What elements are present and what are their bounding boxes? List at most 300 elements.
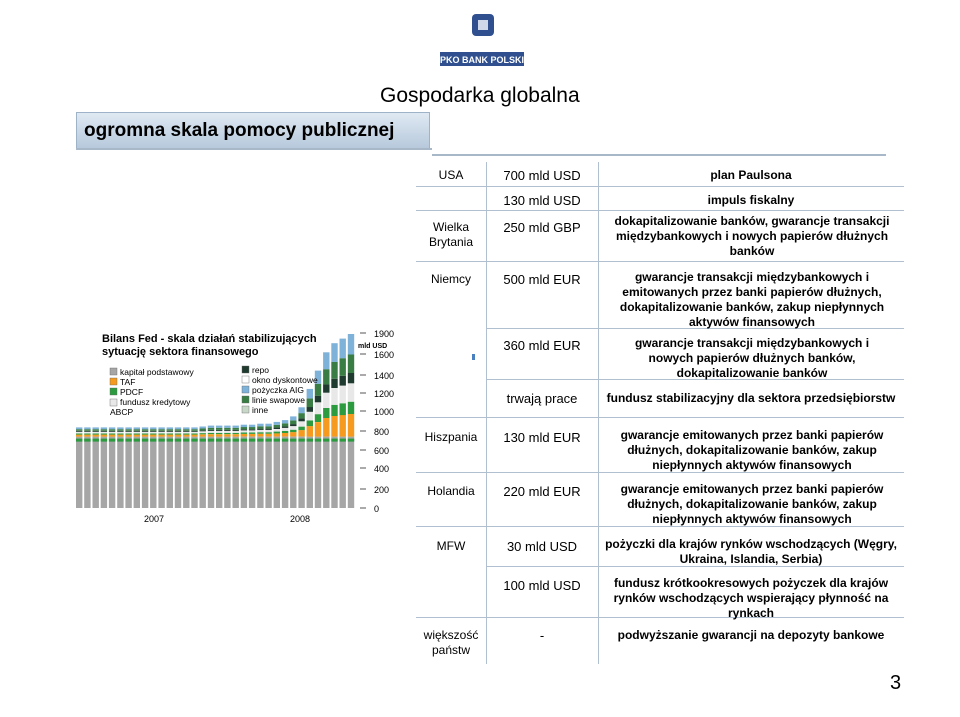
chart-bar-segment bbox=[208, 430, 214, 431]
chart-bar-segment bbox=[265, 426, 271, 428]
chart-bar-segment bbox=[208, 428, 214, 430]
chart-bar-segment bbox=[216, 426, 222, 428]
chart-bar-segment bbox=[282, 423, 288, 426]
chart-bar-segment bbox=[340, 358, 346, 376]
chart-bar-segment bbox=[323, 352, 329, 369]
description-cell: podwyższanie gwarancji na depozyty bankowe bbox=[617, 628, 885, 642]
legend-label: inne bbox=[252, 405, 269, 415]
chart-bar-segment bbox=[76, 427, 82, 429]
chart-bar-segment bbox=[348, 437, 354, 508]
chart-bar-stripe bbox=[142, 439, 148, 442]
chart-bar-segment bbox=[307, 412, 313, 421]
chart-bar-segment bbox=[282, 431, 288, 433]
chart-bar-segment bbox=[315, 384, 321, 396]
chart-bar-segment bbox=[323, 393, 329, 408]
legend-label: TAF bbox=[120, 377, 136, 387]
chart-bar-stripe bbox=[282, 439, 288, 442]
chart-bar-segment bbox=[167, 431, 173, 432]
chart-bar-segment bbox=[117, 434, 123, 435]
chart-bar-segment bbox=[76, 435, 82, 437]
chart-bar-segment bbox=[216, 437, 222, 508]
chart-bar-segment bbox=[191, 429, 197, 431]
chart-bar-segment bbox=[282, 420, 288, 423]
y-tick-label: 1400 bbox=[374, 371, 395, 381]
description-cell: pożyczki dla krajów rynków wschodzących (Węgry, Ukraina, Islandia, Serbia) bbox=[605, 537, 897, 566]
amount-cell: 100 mld USD bbox=[503, 578, 581, 593]
chart-bar-segment bbox=[216, 430, 222, 431]
chart-bar-segment bbox=[274, 428, 280, 430]
chart-bar-segment bbox=[150, 429, 156, 431]
legend-swatch bbox=[110, 399, 117, 406]
chart-bar-segment bbox=[200, 427, 206, 429]
logo-text: PKO BANK POLSKI bbox=[439, 55, 525, 65]
y-tick-label: 200 bbox=[374, 485, 390, 495]
chart-bar-stripe bbox=[298, 439, 304, 442]
chart-bar-segment bbox=[274, 437, 280, 508]
chart-bar-segment bbox=[142, 435, 148, 437]
legend-label: kapitał podstawowy bbox=[120, 367, 194, 377]
chart-bar-segment bbox=[200, 437, 206, 508]
chart-bar-segment bbox=[142, 431, 148, 432]
chart-bar-stripe bbox=[241, 439, 247, 442]
amount-cell: 700 mld USD bbox=[503, 168, 581, 183]
chart-bar-stripe bbox=[101, 439, 107, 442]
chart-bar-stripe bbox=[134, 439, 140, 442]
amount-cell: 220 mld EUR bbox=[503, 484, 581, 499]
chart-bar-segment bbox=[175, 429, 181, 431]
chart-bar-segment bbox=[323, 384, 329, 392]
chart-bar-segment bbox=[200, 429, 206, 431]
chart-bar-segment bbox=[274, 432, 280, 434]
chart-bar-segment bbox=[257, 424, 263, 427]
chart-bar-segment bbox=[241, 427, 247, 429]
chart-bar-segment bbox=[340, 415, 346, 437]
chart-bar-segment bbox=[323, 369, 329, 384]
chart-bar-segment bbox=[125, 432, 131, 434]
chart-bar-segment bbox=[233, 428, 239, 430]
chart-bar-segment bbox=[298, 427, 304, 431]
chart-bar-segment bbox=[93, 427, 99, 429]
chart-bar-segment bbox=[282, 426, 288, 428]
chart-bar-segment bbox=[249, 430, 255, 432]
chart-bar-segment bbox=[340, 339, 346, 359]
chart-bar-segment bbox=[315, 422, 321, 437]
chart-bar-segment bbox=[134, 429, 140, 431]
chart-bar-stripe bbox=[191, 439, 197, 442]
chart-bar-segment bbox=[348, 373, 354, 383]
amount-cell: - bbox=[539, 628, 545, 643]
chart-bar-segment bbox=[257, 432, 263, 434]
chart-bar-segment bbox=[158, 432, 164, 434]
chart-bar-segment bbox=[167, 429, 173, 431]
country-cell: Holandia bbox=[427, 484, 475, 498]
chart-bar-segment bbox=[224, 431, 230, 433]
chart-bar-stripe bbox=[315, 439, 321, 442]
chart-bar-stripe bbox=[290, 439, 296, 442]
chart-bar-segment bbox=[167, 435, 173, 437]
chart-bar-segment bbox=[298, 413, 304, 418]
chart-bar-segment bbox=[307, 399, 313, 408]
chart-bar-stripe bbox=[348, 439, 354, 442]
chart-bar-segment bbox=[265, 429, 271, 430]
chart-bar-segment bbox=[93, 435, 99, 437]
description-cell: fundusz stabilizacyjny dla sektora przedsiębiorstw bbox=[606, 391, 896, 405]
chart-bar-segment bbox=[76, 429, 82, 431]
chart-bar-segment bbox=[150, 434, 156, 435]
chart-bar-segment bbox=[76, 432, 82, 434]
chart-bar-segment bbox=[125, 434, 131, 435]
chart-bar-segment bbox=[84, 437, 90, 508]
chart-bar-segment bbox=[315, 402, 321, 414]
chart-bar-segment bbox=[331, 379, 337, 388]
chart-bar-segment bbox=[191, 432, 197, 434]
chart-bar-segment bbox=[158, 437, 164, 508]
y-tick-label: 600 bbox=[374, 446, 390, 456]
chart-bar-segment bbox=[150, 437, 156, 508]
chart-bar-segment bbox=[76, 437, 82, 508]
chart-bar-segment bbox=[84, 431, 90, 432]
country-cell: Wielka Brytania bbox=[428, 220, 474, 249]
chart-bar-segment bbox=[109, 434, 115, 435]
chart-bar-segment bbox=[183, 427, 189, 429]
amount-cell: 30 mld USD bbox=[506, 539, 578, 554]
chart-bar-segment bbox=[84, 432, 90, 434]
chart-bar-stripe bbox=[216, 439, 222, 442]
chart-bar-segment bbox=[84, 429, 90, 431]
chart-bar-segment bbox=[298, 421, 304, 426]
chart-bar-segment bbox=[315, 437, 321, 508]
y-tick-label: 0 bbox=[374, 504, 380, 514]
chart-bar-segment bbox=[298, 437, 304, 508]
aid-table bbox=[416, 162, 904, 664]
chart-bar-segment bbox=[183, 435, 189, 437]
chart-bar-segment bbox=[101, 437, 107, 508]
chart-bar-segment bbox=[290, 416, 296, 420]
chart-bar-segment bbox=[249, 437, 255, 508]
chart-bar-stripe bbox=[224, 439, 230, 442]
amount-cell: 250 mld GBP bbox=[503, 220, 581, 235]
chart-bar-segment bbox=[216, 428, 222, 430]
chart-bar-segment bbox=[117, 432, 123, 434]
chart-bar-segment bbox=[307, 389, 313, 399]
y-tick-label: 400 bbox=[374, 464, 390, 474]
chart-bar-segment bbox=[183, 434, 189, 435]
chart-bar-segment bbox=[290, 432, 296, 436]
chart-bar-segment bbox=[290, 426, 296, 430]
chart-bar-segment bbox=[274, 433, 280, 436]
description-cell: dokapitalizowanie banków, gwarancje transakcji międzybankowych i nowych papierów dłużnych banków bbox=[614, 214, 890, 258]
chart-bar-stripe bbox=[175, 439, 181, 442]
chart-bar-segment bbox=[274, 429, 280, 432]
chart-bar-segment bbox=[265, 424, 271, 427]
chart-bar-segment bbox=[257, 437, 263, 508]
amount-cell: 500 mld EUR bbox=[503, 272, 581, 287]
chart-bar-segment bbox=[109, 431, 115, 432]
chart-bar-segment bbox=[216, 433, 222, 434]
page-subtitle: ogromna skala pomocy publicznej bbox=[84, 120, 395, 141]
chart-bar-segment bbox=[208, 431, 214, 433]
chart-bar-segment bbox=[142, 437, 148, 508]
chart-svg bbox=[60, 328, 406, 530]
country-cell: USA bbox=[438, 168, 464, 182]
chart-bar-segment bbox=[340, 376, 346, 386]
country-cell: Hiszpania bbox=[424, 430, 478, 444]
chart-bar-segment bbox=[340, 437, 346, 508]
chart-bar-segment bbox=[274, 425, 280, 428]
table-hsep bbox=[416, 186, 904, 187]
legend-swatch bbox=[110, 388, 117, 395]
chart-bar-stripe bbox=[265, 439, 271, 442]
chart-bar-segment bbox=[200, 434, 206, 436]
chart-bar-segment bbox=[158, 427, 164, 429]
chart-bar-segment bbox=[348, 383, 354, 402]
chart-bar-segment bbox=[158, 434, 164, 435]
legend-swatch bbox=[110, 378, 117, 385]
legend-label: pożyczka AIG bbox=[252, 385, 304, 395]
chart-bar-segment bbox=[290, 430, 296, 432]
chart-bar-segment bbox=[175, 435, 181, 437]
legend-label: okno dyskontowe bbox=[252, 375, 318, 385]
description-cell: fundusz krótkookresowych pożyczek dla krajów rynków wschodzących wspierający płynność na rynkach bbox=[613, 576, 889, 620]
chart-bar-segment bbox=[257, 430, 263, 432]
chart-bar-segment bbox=[233, 431, 239, 433]
chart-bar-segment bbox=[307, 420, 313, 426]
chart-bar-stripe bbox=[93, 439, 99, 442]
chart-bar-segment bbox=[125, 431, 131, 432]
chart-bar-segment bbox=[340, 403, 346, 415]
chart-bar-segment bbox=[241, 430, 247, 432]
chart-bar-segment bbox=[101, 429, 107, 431]
chart-bar-segment bbox=[265, 437, 271, 508]
chart-bar-segment bbox=[200, 431, 206, 433]
chart-bar-segment bbox=[134, 434, 140, 435]
chart-bar-segment bbox=[183, 432, 189, 434]
chart-bar-segment bbox=[142, 434, 148, 435]
chart-bar-segment bbox=[142, 429, 148, 431]
y-axis-label: mld USD bbox=[358, 343, 388, 350]
chart-bar-segment bbox=[117, 427, 123, 429]
chart-bar-segment bbox=[109, 435, 115, 437]
chart-bar-segment bbox=[109, 429, 115, 431]
chart-bar-segment bbox=[150, 431, 156, 432]
chart-bar-segment bbox=[175, 432, 181, 434]
chart-bar-segment bbox=[158, 431, 164, 432]
chart-bar-segment bbox=[191, 437, 197, 508]
chart-bar-segment bbox=[142, 432, 148, 434]
chart-bar-segment bbox=[348, 334, 354, 355]
chart-bar-segment bbox=[101, 435, 107, 437]
chart-bar-segment bbox=[298, 430, 304, 436]
x-year-label: 2008 bbox=[289, 514, 311, 524]
legend-swatch bbox=[242, 376, 249, 383]
chart-bar-segment bbox=[167, 432, 173, 434]
chart-bar-segment bbox=[249, 427, 255, 429]
legend-label: fundusz kredytowy ABCP bbox=[110, 397, 191, 417]
legend-swatch bbox=[242, 396, 249, 403]
chart-bar-segment bbox=[348, 355, 354, 374]
legend-swatch bbox=[242, 406, 249, 413]
table-hsep bbox=[416, 261, 904, 262]
chart-bar-stripe bbox=[233, 439, 239, 442]
chart-bar-segment bbox=[117, 431, 123, 432]
y-tick-label: 1600 bbox=[374, 350, 395, 360]
chart-bar-segment bbox=[208, 434, 214, 436]
legend-swatch bbox=[242, 366, 249, 373]
chart-bar-segment bbox=[298, 407, 304, 413]
amount-cell: 130 mld EUR bbox=[503, 430, 581, 445]
chart-bar-stripe bbox=[167, 439, 173, 442]
chart-bar-segment bbox=[101, 432, 107, 434]
chart-bar-segment bbox=[134, 435, 140, 437]
chart-bar-segment bbox=[224, 426, 230, 428]
chart-bar-segment bbox=[150, 435, 156, 437]
legend-label: repo bbox=[252, 365, 270, 375]
chart-bar-segment bbox=[208, 437, 214, 508]
chart-bar-segment bbox=[282, 433, 288, 437]
chart-bar-segment bbox=[233, 430, 239, 431]
chart-bar-segment bbox=[134, 431, 140, 432]
chart-bar-segment bbox=[150, 427, 156, 429]
page-number: 3 bbox=[890, 672, 902, 694]
chart-bar-segment bbox=[191, 435, 197, 437]
amount-cell: 130 mld USD bbox=[503, 193, 581, 208]
chart-bar-segment bbox=[183, 429, 189, 431]
chart-bar-segment bbox=[93, 429, 99, 431]
chart-bar-segment bbox=[290, 421, 296, 425]
chart-bar-segment bbox=[241, 437, 247, 508]
chart-bar-stripe bbox=[257, 439, 263, 442]
chart-bar-segment bbox=[265, 434, 271, 437]
chart-bar-segment bbox=[331, 362, 337, 379]
chart-bar-segment bbox=[233, 433, 239, 434]
description-cell: gwarancje emitowanych przez banki papierów dłużnych, dokapitalizowanie banków, zakup niepłynnych aktywów finansowych bbox=[620, 428, 884, 472]
chart-bar-segment bbox=[340, 386, 346, 404]
chart-bar-stripe bbox=[323, 439, 329, 442]
page-title: Gospodarka globalna bbox=[380, 84, 580, 107]
chart-bar-segment bbox=[158, 429, 164, 431]
table-vsep bbox=[598, 162, 599, 664]
chart-bar-segment bbox=[142, 427, 148, 429]
chart-bar-segment bbox=[191, 434, 197, 435]
chart-bar-stripe bbox=[125, 439, 131, 442]
country-cell: większość państw bbox=[423, 628, 479, 657]
chart-bar-segment bbox=[175, 431, 181, 432]
y-tick-label: 1200 bbox=[374, 389, 395, 399]
chart-bar-segment bbox=[134, 437, 140, 508]
chart-bar-segment bbox=[191, 427, 197, 429]
x-year-label: 2007 bbox=[143, 514, 165, 524]
description-cell: gwarancje emitowanych przez banki papierów dłużnych, dokapitalizowanie banków, zakup niepłynnych aktywów finansowych bbox=[620, 482, 884, 526]
chart-bar-segment bbox=[307, 437, 313, 508]
chart-bar-stripe bbox=[249, 439, 255, 442]
amount-cell: 360 mld EUR bbox=[503, 338, 581, 353]
description-cell: plan Paulsona bbox=[710, 168, 792, 182]
chart-bar-stripe bbox=[158, 439, 164, 442]
chart-bar-segment bbox=[274, 422, 280, 425]
chart-bar-segment bbox=[183, 431, 189, 432]
chart-bar-segment bbox=[224, 430, 230, 431]
chart-bar-segment bbox=[315, 396, 321, 403]
chart-title: Bilans Fed - skala działań stabilizujących sytuację sektora finansowego bbox=[102, 333, 317, 358]
chart-bar-segment bbox=[307, 407, 313, 412]
chart-bar-segment bbox=[175, 437, 181, 508]
chart-bar-segment bbox=[200, 433, 206, 434]
chart-bar-segment bbox=[257, 434, 263, 437]
chart-bar-segment bbox=[241, 433, 247, 434]
description-cell: gwarancje transakcji międzybankowych i emitowanych przez banki papierów dłużnych, dokapitalizowanie banków, zakup niepłynnych aktywów finansowych bbox=[619, 270, 885, 329]
y-tick-label: 1000 bbox=[374, 407, 395, 417]
chart-bar-segment bbox=[257, 429, 263, 430]
fed-balance-chart bbox=[60, 328, 406, 530]
chart-bar-segment bbox=[158, 435, 164, 437]
chart-bar-stripe bbox=[331, 439, 337, 442]
chart-bar-segment bbox=[241, 429, 247, 430]
chart-bar-segment bbox=[101, 434, 107, 435]
chart-bar-segment bbox=[125, 429, 131, 431]
chart-bar-stripe bbox=[183, 439, 189, 442]
chart-bar-segment bbox=[117, 429, 123, 431]
chart-bar-segment bbox=[125, 437, 131, 508]
chart-bar-segment bbox=[175, 434, 181, 435]
amount-cell: trwają prace bbox=[506, 391, 578, 406]
chart-bar-segment bbox=[331, 388, 337, 405]
chart-bar-stripe bbox=[200, 439, 206, 442]
chart-bar-segment bbox=[331, 416, 337, 437]
subtitle-rule bbox=[76, 148, 432, 150]
chart-bar-stripe bbox=[117, 439, 123, 442]
chart-bar-stripe bbox=[307, 439, 313, 442]
chart-bar-segment bbox=[109, 432, 115, 434]
chart-bar-segment bbox=[282, 437, 288, 508]
country-cell: MFW bbox=[436, 539, 466, 553]
chart-bar-segment bbox=[134, 432, 140, 434]
chart-bar-segment bbox=[307, 426, 313, 437]
chart-bar-segment bbox=[93, 432, 99, 434]
country-cell: Niemcy bbox=[430, 272, 471, 286]
chart-bar-segment bbox=[84, 435, 90, 437]
y-tick-label: 1900 bbox=[374, 329, 395, 339]
chart-bar-segment bbox=[125, 427, 131, 429]
y-tick-label: 800 bbox=[374, 427, 390, 437]
chart-bar-segment bbox=[216, 434, 222, 436]
chart-bar-segment bbox=[167, 437, 173, 508]
chart-bar-segment bbox=[76, 434, 82, 435]
chart-bar-segment bbox=[290, 424, 296, 426]
chart-bar-segment bbox=[265, 432, 271, 434]
chart-bar-segment bbox=[167, 434, 173, 435]
chart-bar-segment bbox=[84, 427, 90, 429]
chart-bar-stripe bbox=[340, 439, 346, 442]
table-hsep bbox=[416, 210, 904, 211]
chart-bar-segment bbox=[93, 437, 99, 508]
chart-bar-segment bbox=[183, 437, 189, 508]
chart-bar-segment bbox=[208, 426, 214, 428]
chart-bar-segment bbox=[241, 425, 247, 427]
chart-bar-segment bbox=[265, 430, 271, 432]
chart-bar-segment bbox=[216, 431, 222, 433]
chart-bar-segment bbox=[84, 434, 90, 435]
bank-logo bbox=[432, 12, 532, 70]
chart-bar-segment bbox=[167, 427, 173, 429]
chart-bar-segment bbox=[298, 418, 304, 421]
chart-bar-segment bbox=[224, 433, 230, 434]
chart-bar-segment bbox=[315, 414, 321, 422]
chart-bar-segment bbox=[323, 437, 329, 508]
legend-swatch bbox=[242, 386, 249, 393]
chart-bar-segment bbox=[125, 435, 131, 437]
chart-bar-segment bbox=[93, 434, 99, 435]
chart-bar-segment bbox=[249, 433, 255, 434]
